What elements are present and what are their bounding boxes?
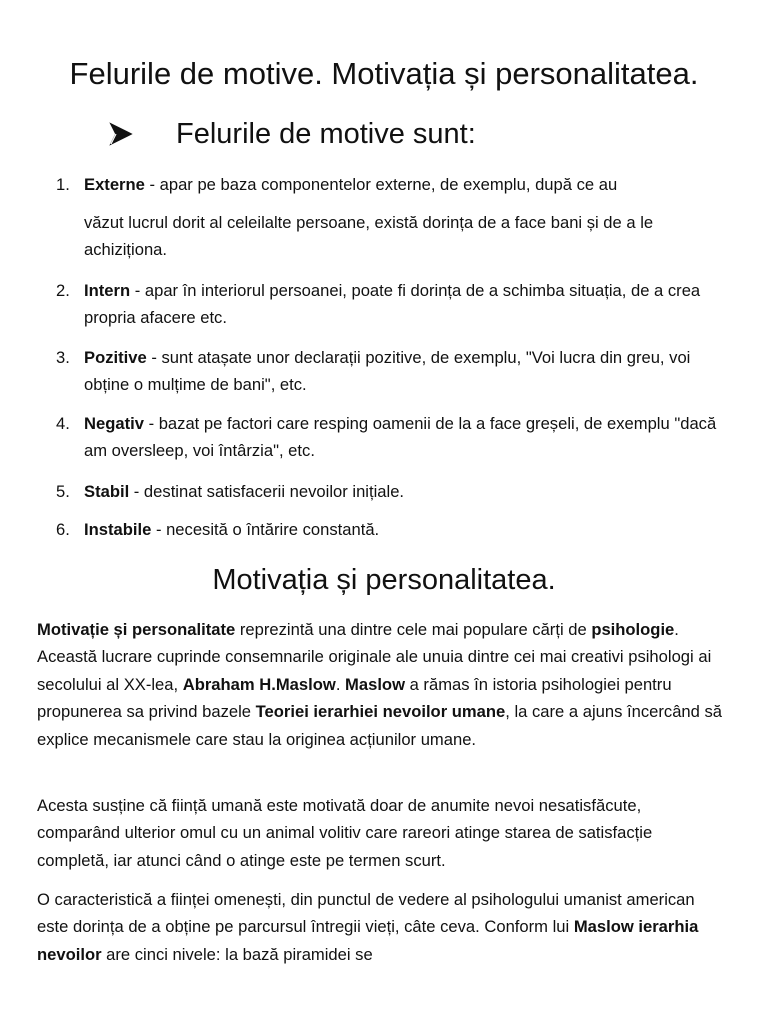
paragraph-hierarchy bbox=[37, 886, 727, 968]
list-item-text bbox=[84, 344, 718, 398]
paragraph-text: O caracteristică a ființei omenești, din punctul de vedere al psihologului umanist american este dorința de a obține pe parcursul întregii vieți, câte ceva. Conform lui bbox=[37, 890, 695, 937]
list-item bbox=[56, 478, 716, 506]
list-item-text bbox=[84, 516, 718, 543]
list-description: - sunt atașate unor declarații pozitive, de exemplu, "Voi lucra din greu, voi obține o mulțime de bani", etc. bbox=[84, 348, 691, 394]
list-item bbox=[56, 277, 716, 333]
list-item-text bbox=[84, 277, 718, 331]
bold-term: Motivație și personalitate bbox=[37, 620, 236, 639]
list-description: - necesită o întărire constantă. bbox=[151, 520, 380, 539]
list-term: Intern bbox=[84, 281, 131, 300]
page-title: Felurile de motive. Motivația și personalitatea. bbox=[69, 56, 699, 91]
paragraph-text: are cinci nivele: la bază piramidei se bbox=[101, 944, 373, 964]
list-item bbox=[56, 344, 716, 400]
list-term: Pozitive bbox=[84, 348, 147, 367]
list-description: - apar pe baza componentelor externe, de exemplu, după ce au bbox=[144, 175, 618, 194]
list-number: 3. bbox=[56, 348, 70, 367]
list-term: Negativ bbox=[84, 414, 144, 433]
list-item-text bbox=[84, 410, 718, 464]
list-item bbox=[56, 410, 716, 466]
list-item-text bbox=[84, 171, 718, 198]
list-number: 5. bbox=[56, 482, 70, 501]
paragraph-intro bbox=[37, 616, 727, 753]
subheading-row bbox=[108, 114, 476, 154]
paragraph-text: a rămas în istoria psihologiei pentru propunerea sa privind bazele bbox=[37, 674, 672, 722]
bold-term: Teoriei ierarhiei nevoilor umane bbox=[255, 702, 506, 722]
list-item bbox=[56, 171, 716, 267]
bold-term: Maslow bbox=[345, 674, 405, 694]
paragraph-text: . bbox=[335, 674, 346, 694]
list-term: Externe bbox=[84, 175, 145, 194]
bold-term: Abraham H.Maslow bbox=[182, 674, 336, 694]
paragraph-text: , la care a ajuns încercând să explice mecanismele care stau la originea acțiunilor umane. bbox=[37, 702, 723, 749]
list-number: 4. bbox=[56, 414, 70, 433]
paragraph-maslow-claim: Acesta susține că ființă umană este motivată doar de anumite nevoi nesatisfăcute, comparând ulterior omul cu un animal volitiv care rareori atinge starea de satisfacție completă, iar atunci când o atinge este pe termen scurt. bbox=[37, 796, 653, 870]
list-term: Instabile bbox=[84, 520, 152, 539]
list-item-text-continued: văzut lucrul dorit al celeilalte persoane, există dorința de a face bani și de a le achiziționa. bbox=[84, 213, 654, 259]
list-number: 6. bbox=[56, 520, 70, 539]
bold-term: Maslow ierarhia nevoilor bbox=[37, 917, 699, 964]
list-term: Stabil bbox=[84, 482, 130, 501]
list-description: - destinat satisfacerii nevoilor inițiale. bbox=[129, 482, 405, 501]
arrowhead-bullet-icon bbox=[108, 121, 134, 147]
section-heading: Motivația și personalitatea. bbox=[212, 564, 556, 596]
paragraph-text: . Această lucrare cuprinde consemnarile originale ale unuia dintre cei mai creativi psihologi ai secolului al XX-lea, bbox=[37, 620, 712, 694]
list-number: 1. bbox=[56, 175, 70, 194]
paragraph-text: reprezintă una dintre cele mai populare cărți de bbox=[235, 620, 592, 639]
list-item-text bbox=[84, 478, 718, 505]
subheading: Felurile de motive sunt: bbox=[176, 118, 476, 150]
bold-term: psihologie bbox=[591, 620, 675, 639]
list-description: - bazat pe factori care resping oamenii de la a face greșeli, de exemplu "dacă am oversleep, voi întârzia", etc. bbox=[84, 414, 717, 460]
list-number: 2. bbox=[56, 281, 70, 300]
list-description: - apar în interiorul persoanei, poate fi dorința de a schimba situația, de a crea propria afacere etc. bbox=[84, 281, 701, 327]
list-item bbox=[56, 516, 716, 544]
